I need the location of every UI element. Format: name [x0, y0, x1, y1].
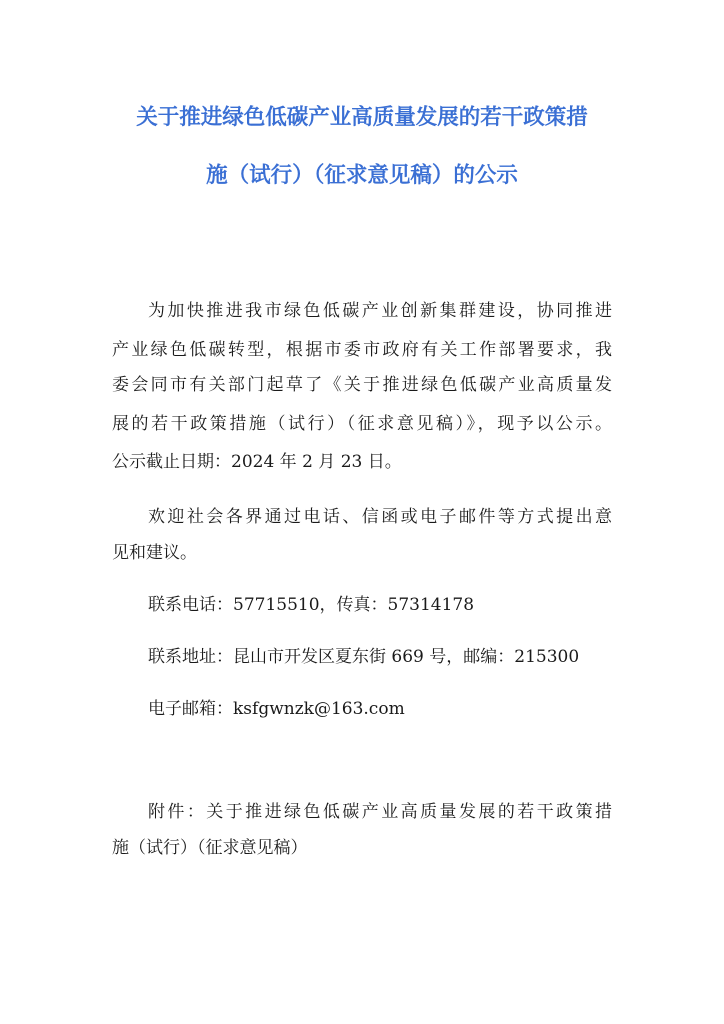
- paragraph-2-line-2: 见和建议。: [112, 543, 197, 563]
- contact-phone-fax: 联系电话：57715510，传真：57314178: [148, 595, 475, 615]
- attachment-line-2: 施（试行）（征求意见稿）: [112, 838, 308, 858]
- contact-address: 联系地址：昆山市开发区夏东街 669 号，邮编：215300: [148, 647, 580, 667]
- attachment-line-1: 附件：关于推进绿色低碳产业高质量发展的若干政策措: [148, 802, 612, 822]
- paragraph-1-line-3: 委会同市有关部门起草了《关于推进绿色低碳产业高质量发: [112, 375, 612, 395]
- document-title-line-2: 施（试行）（征求意见稿）的公示: [206, 163, 518, 188]
- paragraph-1-line-2: 产业绿色低碳转型，根据市委市政府有关工作部署要求，我: [112, 340, 612, 360]
- paragraph-2-line-1: 欢迎社会各界通过电话、信函或电子邮件等方式提出意: [148, 507, 612, 527]
- paragraph-1-line-4: 展的若干政策措施（试行）（征求意见稿）》，现予以公示。: [112, 414, 612, 434]
- paragraph-1-line-5: 公示截止日期：2024 年 2 月 23 日。: [112, 452, 402, 472]
- document-title-line-1: 关于推进绿色低碳产业高质量发展的若干政策措: [136, 105, 588, 130]
- paragraph-1-line-1: 为加快推进我市绿色低碳产业创新集群建设，协同推进: [148, 301, 612, 321]
- contact-email: 电子邮箱：ksfgwnzk@163.com: [148, 699, 405, 719]
